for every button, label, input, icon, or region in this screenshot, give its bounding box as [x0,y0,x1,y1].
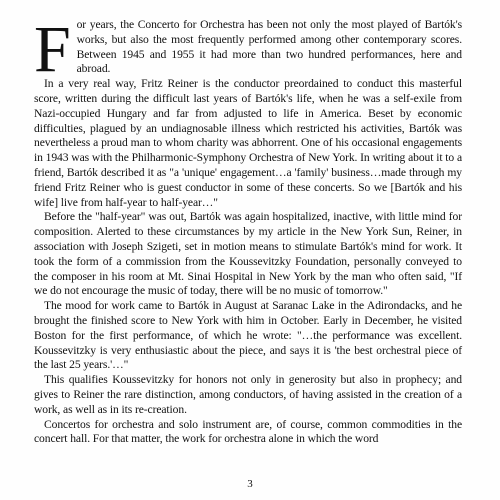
paragraph-2: In a very real way, Fritz Reiner is the conductor preordained to conduct this masterful score, written during the difficult last years of Bartók's life, when he was a self-exile from Nazi-occupied Hungary and far from adjusted to life in America. Beset by economic difficulties, plagued by an undiagnosable illness which restricted his activities, Bartók was nevertheless a proud man to whom charity was abhorrent. One of his occasional engagements in 1943 was with the Philharmonic-Symphony Orchestra of New York. In writing about it to a friend, Bartók described it as "a 'unique' engagement…a 'family' business…made through my friend Fritz Reiner who is guest conductor in some of these concerts. So we [Bartók and his wife] live from half-year to half-year…" [34,77,462,209]
article-body [34,13,462,447]
drop-cap-letter: F [34,13,71,86]
paragraph-1: or years, the Concerto for Orchestra has been not only the most played of Bartók's works, but also the most frequently performed among other contemporary scores. Between 1945 and 1955 it had more than two hundred performances, here and abroad. [76,18,462,76]
paragraph-3: Before the "half-year" was out, Bartók was again hospitalized, inactive, with little mind for composition. Alerted to these circumstances by my article in the New York Sun, Reiner, in association with Joseph Szigeti, set in motion means to stimulate Bartók's mind for work. It took the form of a commission from the Koussevitzky Foundation, personally conveyed to the composer in his room at Mt. Sinai Hospital in New York by the man who often said, "If we do not encourage the music of today, there will be no music of tomorrow." [34,210,462,298]
paragraph-4: The mood for work came to Bartók in August at Saranac Lake in the Adirondacks, and he brought the finished score to New York with him in October. Early in December, he visited Boston for the first performance, of which he wrote: "…the performance was excellent. Koussevitzky is very enthusiastic about the piece, and says it is 'the best orchestral piece of the last 25 years.'…" [34,299,462,372]
page-number: 3 [247,478,253,490]
paragraph-5: This qualifies Koussevitzky for honors not only in generosity but also in prophecy; and gives to Reiner the rare distinction, among conductors, of having assisted in the creation of a work, as well as in its re-creation. [34,373,462,416]
paragraph-6: Concertos for orchestra and solo instrument are, of course, common commodities in the concert hall. For that matter, the work for orchestra alone in which the word [34,417,462,446]
